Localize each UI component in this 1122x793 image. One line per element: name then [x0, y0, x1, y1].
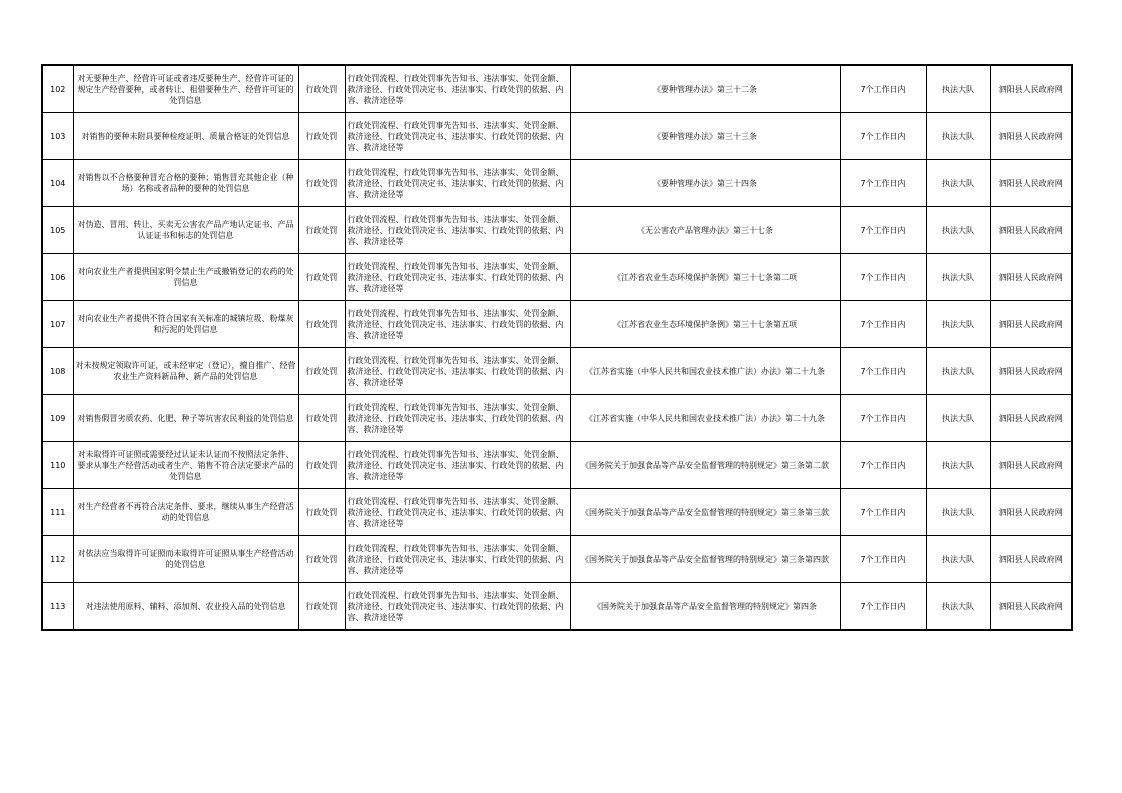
publish-channel-cell: 泗阳县人民政府网: [990, 489, 1072, 536]
item-cell: 对未按规定领取许可证，或未经审定（登记），擅自推广、经营农业生产资料新品种、新产品的处罚信息: [73, 348, 298, 395]
department-cell: 执法大队: [926, 65, 990, 113]
time-limit-cell: 7个工作日内: [840, 113, 926, 160]
disclosure-table: [41, 64, 1073, 631]
department-cell: 执法大队: [926, 442, 990, 489]
legal-basis-cell: 《江苏省实施（中华人民共和国农业技术推广法）办法》第二十九条: [570, 348, 840, 395]
content-cell: 行政处罚流程、行政处罚事先告知书、违法事实、处罚金额、救济途径、行政处罚决定书、违法事实、行政处罚的依据、内容、救济途径等: [345, 583, 570, 631]
item-cell: 对销售以不合格要种冒充合格的要种；销售冒充其他企业（种场）名称或者品种的要种的处罚信息: [73, 160, 298, 207]
row-number-cell: 102: [42, 65, 73, 113]
table-row: [42, 113, 1072, 160]
time-limit-cell: 7个工作日内: [840, 583, 926, 631]
content-cell: 行政处罚流程、行政处罚事先告知书、违法事实、处罚金额、救济途径、行政处罚决定书、违法事实、行政处罚的依据、内容、救济途径等: [345, 442, 570, 489]
item-cell: 对向农业生产者提供不符合国家有关标准的城镇垃圾、粉煤灰和污泥的处罚信息: [73, 301, 298, 348]
publish-channel-cell: 泗阳县人民政府网: [990, 65, 1072, 113]
category-cell: 行政处罚: [298, 395, 345, 442]
time-limit-cell: 7个工作日内: [840, 254, 926, 301]
row-number-cell: 111: [42, 489, 73, 536]
legal-basis-cell: 《江苏省农业生态环境保护条例》第三十七条第五项: [570, 301, 840, 348]
legal-basis-cell: 《江苏省农业生态环境保护条例》第三十七条第二项: [570, 254, 840, 301]
legal-basis-cell: 《国务院关于加强食品等产品安全监督管理的特别规定》第三条第四款: [570, 536, 840, 583]
legal-basis-cell: 《国务院关于加强食品等产品安全监督管理的特别规定》第三条第三款: [570, 489, 840, 536]
item-cell: 对未取得许可证照或需要经过认证未认证而不按照法定条件、要求从事生产经营活动或者生产、销售不符合法定要求产品的处罚信息: [73, 442, 298, 489]
item-cell: 对无要种生产、经营许可证或者违反要种生产、经营许可证的规定生产经营要种，或者转让、租借要种生产、经营许可证的处罚信息: [73, 65, 298, 113]
content-cell: 行政处罚流程、行政处罚事先告知书、违法事实、处罚金额、救济途径、行政处罚决定书、违法事实、行政处罚的依据、内容、救济途径等: [345, 254, 570, 301]
publish-channel-cell: 泗阳县人民政府网: [990, 160, 1072, 207]
table-row: [42, 65, 1072, 113]
content-cell: 行政处罚流程、行政处罚事先告知书、违法事实、处罚金额、救济途径、行政处罚决定书、违法事实、行政处罚的依据、内容、救济途径等: [345, 536, 570, 583]
category-cell: 行政处罚: [298, 583, 345, 631]
row-number-cell: 113: [42, 583, 73, 631]
row-number-cell: 103: [42, 113, 73, 160]
category-cell: 行政处罚: [298, 65, 345, 113]
legal-basis-cell: 《要种管理办法》第三十二条: [570, 65, 840, 113]
time-limit-cell: 7个工作日内: [840, 442, 926, 489]
department-cell: 执法大队: [926, 348, 990, 395]
content-cell: 行政处罚流程、行政处罚事先告知书、违法事实、处罚金额、救济途径、行政处罚决定书、违法事实、行政处罚的依据、内容、救济途径等: [345, 160, 570, 207]
table-body: [42, 65, 1072, 630]
time-limit-cell: 7个工作日内: [840, 489, 926, 536]
publish-channel-cell: 泗阳县人民政府网: [990, 395, 1072, 442]
legal-basis-cell: 《要种管理办法》第三十四条: [570, 160, 840, 207]
time-limit-cell: 7个工作日内: [840, 348, 926, 395]
category-cell: 行政处罚: [298, 113, 345, 160]
content-cell: 行政处罚流程、行政处罚事先告知书、违法事实、处罚金额、救济途径、行政处罚决定书、违法事实、行政处罚的依据、内容、救济途径等: [345, 395, 570, 442]
department-cell: 执法大队: [926, 160, 990, 207]
table-row: [42, 301, 1072, 348]
row-number-cell: 110: [42, 442, 73, 489]
publish-channel-cell: 泗阳县人民政府网: [990, 113, 1072, 160]
item-cell: 对依法应当取得许可证照而未取得许可证照从事生产经营活动的处罚信息: [73, 536, 298, 583]
time-limit-cell: 7个工作日内: [840, 301, 926, 348]
table-row: [42, 583, 1072, 631]
row-number-cell: 112: [42, 536, 73, 583]
row-number-cell: 108: [42, 348, 73, 395]
content-cell: 行政处罚流程、行政处罚事先告知书、违法事实、处罚金额、救济途径、行政处罚决定书、违法事实、行政处罚的依据、内容、救济途径等: [345, 348, 570, 395]
time-limit-cell: 7个工作日内: [840, 65, 926, 113]
table-row: [42, 395, 1072, 442]
content-cell: 行政处罚流程、行政处罚事先告知书、违法事实、处罚金额、救济途径、行政处罚决定书、违法事实、行政处罚的依据、内容、救济途径等: [345, 489, 570, 536]
category-cell: 行政处罚: [298, 207, 345, 254]
publish-channel-cell: 泗阳县人民政府网: [990, 348, 1072, 395]
table-row: [42, 442, 1072, 489]
content-cell: 行政处罚流程、行政处罚事先告知书、违法事实、处罚金额、救济途径、行政处罚决定书、违法事实、行政处罚的依据、内容、救济途径等: [345, 207, 570, 254]
category-cell: 行政处罚: [298, 348, 345, 395]
category-cell: 行政处罚: [298, 254, 345, 301]
row-number-cell: 105: [42, 207, 73, 254]
content-cell: 行政处罚流程、行政处罚事先告知书、违法事实、处罚金额、救济途径、行政处罚决定书、违法事实、行政处罚的依据、内容、救济途径等: [345, 113, 570, 160]
publish-channel-cell: 泗阳县人民政府网: [990, 442, 1072, 489]
row-number-cell: 106: [42, 254, 73, 301]
table-row: [42, 348, 1072, 395]
publish-channel-cell: 泗阳县人民政府网: [990, 301, 1072, 348]
time-limit-cell: 7个工作日内: [840, 536, 926, 583]
item-cell: 对生产经营者不再符合法定条件、要求，继续从事生产经营活动的处罚信息: [73, 489, 298, 536]
publish-channel-cell: 泗阳县人民政府网: [990, 536, 1072, 583]
content-cell: 行政处罚流程、行政处罚事先告知书、违法事实、处罚金额、救济途径、行政处罚决定书、违法事实、行政处罚的依据、内容、救济途径等: [345, 301, 570, 348]
publish-channel-cell: 泗阳县人民政府网: [990, 254, 1072, 301]
content-cell: 行政处罚流程、行政处罚事先告知书、违法事实、处罚金额、救济途径、行政处罚决定书、违法事实、行政处罚的依据、内容、救济途径等: [345, 65, 570, 113]
table-row: [42, 489, 1072, 536]
table-row: [42, 207, 1072, 254]
row-number-cell: 109: [42, 395, 73, 442]
category-cell: 行政处罚: [298, 442, 345, 489]
publish-channel-cell: 泗阳县人民政府网: [990, 207, 1072, 254]
legal-basis-cell: 《国务院关于加强食品等产品安全监督管理的特别规定》第三条第二款: [570, 442, 840, 489]
table-row: [42, 536, 1072, 583]
category-cell: 行政处罚: [298, 536, 345, 583]
item-cell: 对向农业生产者提供国家明令禁止生产或撤销登记的农药的处罚信息: [73, 254, 298, 301]
item-cell: 对违法使用原料、辅料、添加剂、农业投入品的处罚信息: [73, 583, 298, 631]
category-cell: 行政处罚: [298, 301, 345, 348]
document-page: [41, 64, 1071, 631]
department-cell: 执法大队: [926, 254, 990, 301]
department-cell: 执法大队: [926, 489, 990, 536]
department-cell: 执法大队: [926, 113, 990, 160]
row-number-cell: 104: [42, 160, 73, 207]
department-cell: 执法大队: [926, 583, 990, 631]
legal-basis-cell: 《无公害农产品管理办法》第三十七条: [570, 207, 840, 254]
department-cell: 执法大队: [926, 395, 990, 442]
item-cell: 对销售的要种未附具要种检疫证明、质量合格证的处罚信息: [73, 113, 298, 160]
table-row: [42, 160, 1072, 207]
category-cell: 行政处罚: [298, 160, 345, 207]
row-number-cell: 107: [42, 301, 73, 348]
time-limit-cell: 7个工作日内: [840, 160, 926, 207]
publish-channel-cell: 泗阳县人民政府网: [990, 583, 1072, 631]
table-row: [42, 254, 1072, 301]
time-limit-cell: 7个工作日内: [840, 207, 926, 254]
department-cell: 执法大队: [926, 536, 990, 583]
item-cell: 对销售假冒劣质农药、化肥、种子等坑害农民利益的处罚信息: [73, 395, 298, 442]
legal-basis-cell: 《江苏省实施（中华人民共和国农业技术推广法）办法》第二十九条: [570, 395, 840, 442]
legal-basis-cell: 《国务院关于加强食品等产品安全监督管理的特别规定》第四条: [570, 583, 840, 631]
time-limit-cell: 7个工作日内: [840, 395, 926, 442]
item-cell: 对伪造、冒用、转让、买卖无公害农产品产地认定证书、产品认证证书和标志的处罚信息: [73, 207, 298, 254]
department-cell: 执法大队: [926, 301, 990, 348]
category-cell: 行政处罚: [298, 489, 345, 536]
legal-basis-cell: 《要种管理办法》第三十三条: [570, 113, 840, 160]
department-cell: 执法大队: [926, 207, 990, 254]
